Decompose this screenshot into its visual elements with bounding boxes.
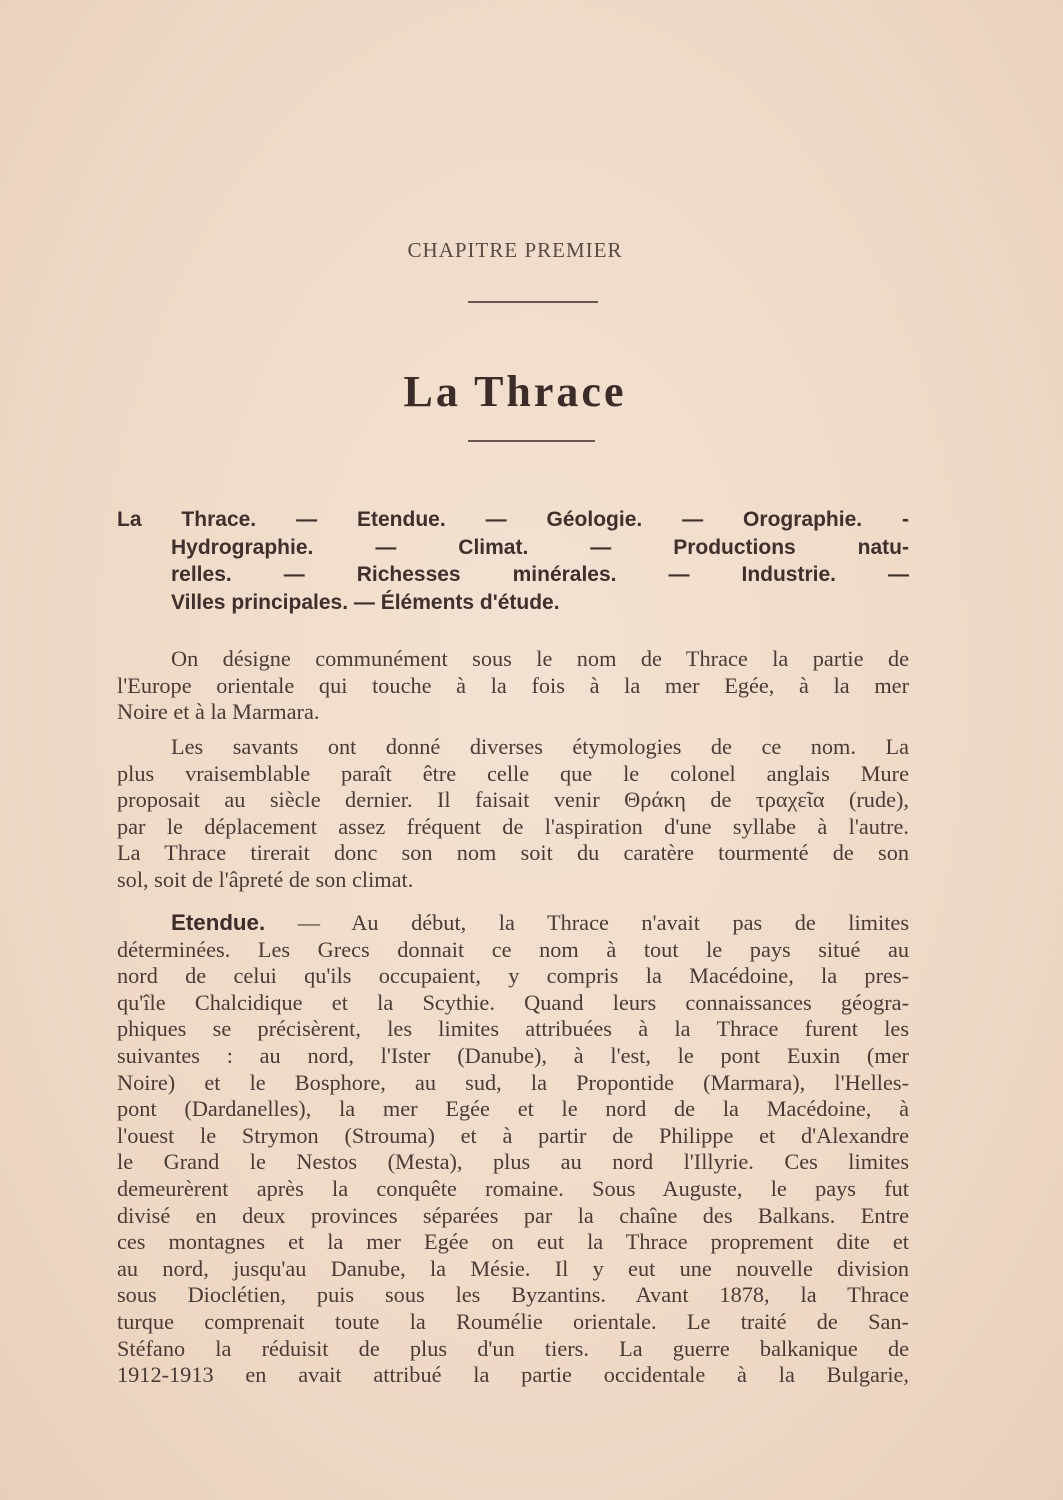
paragraph-etendue	[117, 910, 909, 1389]
text-line: l'Europe orientale qui touche à la fois à la mer Egée, à la mer	[117, 672, 909, 698]
text-line: Les savants ont donné diverses étymologies de ce nom. La	[171, 734, 909, 759]
text-line: nord de celui qu'ils occupaient, y compris la Macédoine, la pres-	[117, 963, 909, 989]
text-line: par le déplacement assez fréquent de l'aspiration d'une syllabe à l'autre.	[117, 813, 909, 839]
text-line: Noire et à la Marmara.	[117, 699, 320, 725]
summary-line: Villes principales. — Éléments d'étude.	[171, 590, 560, 614]
text-line: proposait au siècle dernier. Il faisait venir Θράκη de τραχεῖα (rude),	[117, 787, 909, 813]
text-line: turque comprenait toute la Roumélie orientale. Le traité de San-	[117, 1308, 909, 1334]
text-line: On désigne communément sous le nom de Thrace la partie de	[171, 646, 909, 671]
text-line: déterminées. Les Grecs donnait ce nom à tout le pays situé au	[117, 936, 909, 962]
text-line: suivantes : au nord, l'Ister (Danube), à l'est, le pont Euxin (mer	[117, 1042, 909, 1068]
text-line: demeurèrent après la conquête romaine. Sous Auguste, le pays fut	[117, 1175, 909, 1201]
text-line: qu'île Chalcidique et la Scythie. Quand leurs connaissances géogra-	[117, 989, 909, 1015]
text-line: divisé en deux provinces séparées par la chaîne des Balkans. Entre	[117, 1202, 909, 1228]
divider	[468, 301, 598, 303]
text-line: sol, soit de l'âpreté de son climat.	[117, 866, 414, 892]
text-line: pont (Dardanelles), la mer Egée et le nord de la Macédoine, à	[117, 1096, 909, 1122]
text-line: le Grand le Nestos (Mesta), plus au nord l'Illyrie. Ces limites	[117, 1149, 909, 1175]
divider	[468, 440, 595, 442]
text-line: Noire) et le Bosphore, au sud, la Propontide (Marmara), l'Helles-	[117, 1069, 909, 1095]
paragraph	[117, 734, 909, 894]
chapter-summary	[117, 506, 909, 616]
text-line: La Thrace tirerait donc son nom soit du caratère tourmenté de son	[117, 840, 909, 866]
text-line: l'ouest le Strymon (Strouma) et à partir de Philippe et d'Alexandre	[117, 1122, 909, 1148]
page-title: La Thrace	[403, 367, 627, 416]
section-heading: Etendue.	[171, 910, 266, 935]
paragraph	[117, 646, 909, 726]
text-line: plus vraisemblable paraît être celle que le colonel anglais Mure	[117, 760, 909, 786]
text-line: sous Dioclétien, puis sous les Byzantins. Avant 1878, la Thrace	[117, 1282, 909, 1308]
text-line: Stéfano la réduisit de plus d'un tiers. La guerre balkanique de	[117, 1335, 909, 1361]
text-line	[117, 910, 909, 937]
text-line: au nord, jusqu'au Danube, la Mésie. Il y eut une nouvelle division	[117, 1255, 909, 1281]
line-text: — Au début, la Thrace n'avait pas de limites	[297, 910, 909, 935]
chapter-heading: CHAPITRE PREMIER	[407, 238, 623, 262]
summary-line: Hydrographie. — Climat. — Productions natu-	[171, 535, 909, 559]
summary-line: La Thrace. — Etendue. — Géologie. — Orographie. -	[117, 508, 909, 531]
text-line: ces montagnes et la mer Egée on eut la Thrace proprement dite et	[117, 1229, 909, 1255]
summary-line: relles. — Richesses minérales. — Industrie. —	[171, 563, 909, 586]
text-line: phiques se précisèrent, les limites attribuées à la Thrace furent les	[117, 1016, 909, 1042]
text-line: 1912-1913 en avait attribué la partie occidentale à la Bulgarie,	[117, 1362, 909, 1388]
